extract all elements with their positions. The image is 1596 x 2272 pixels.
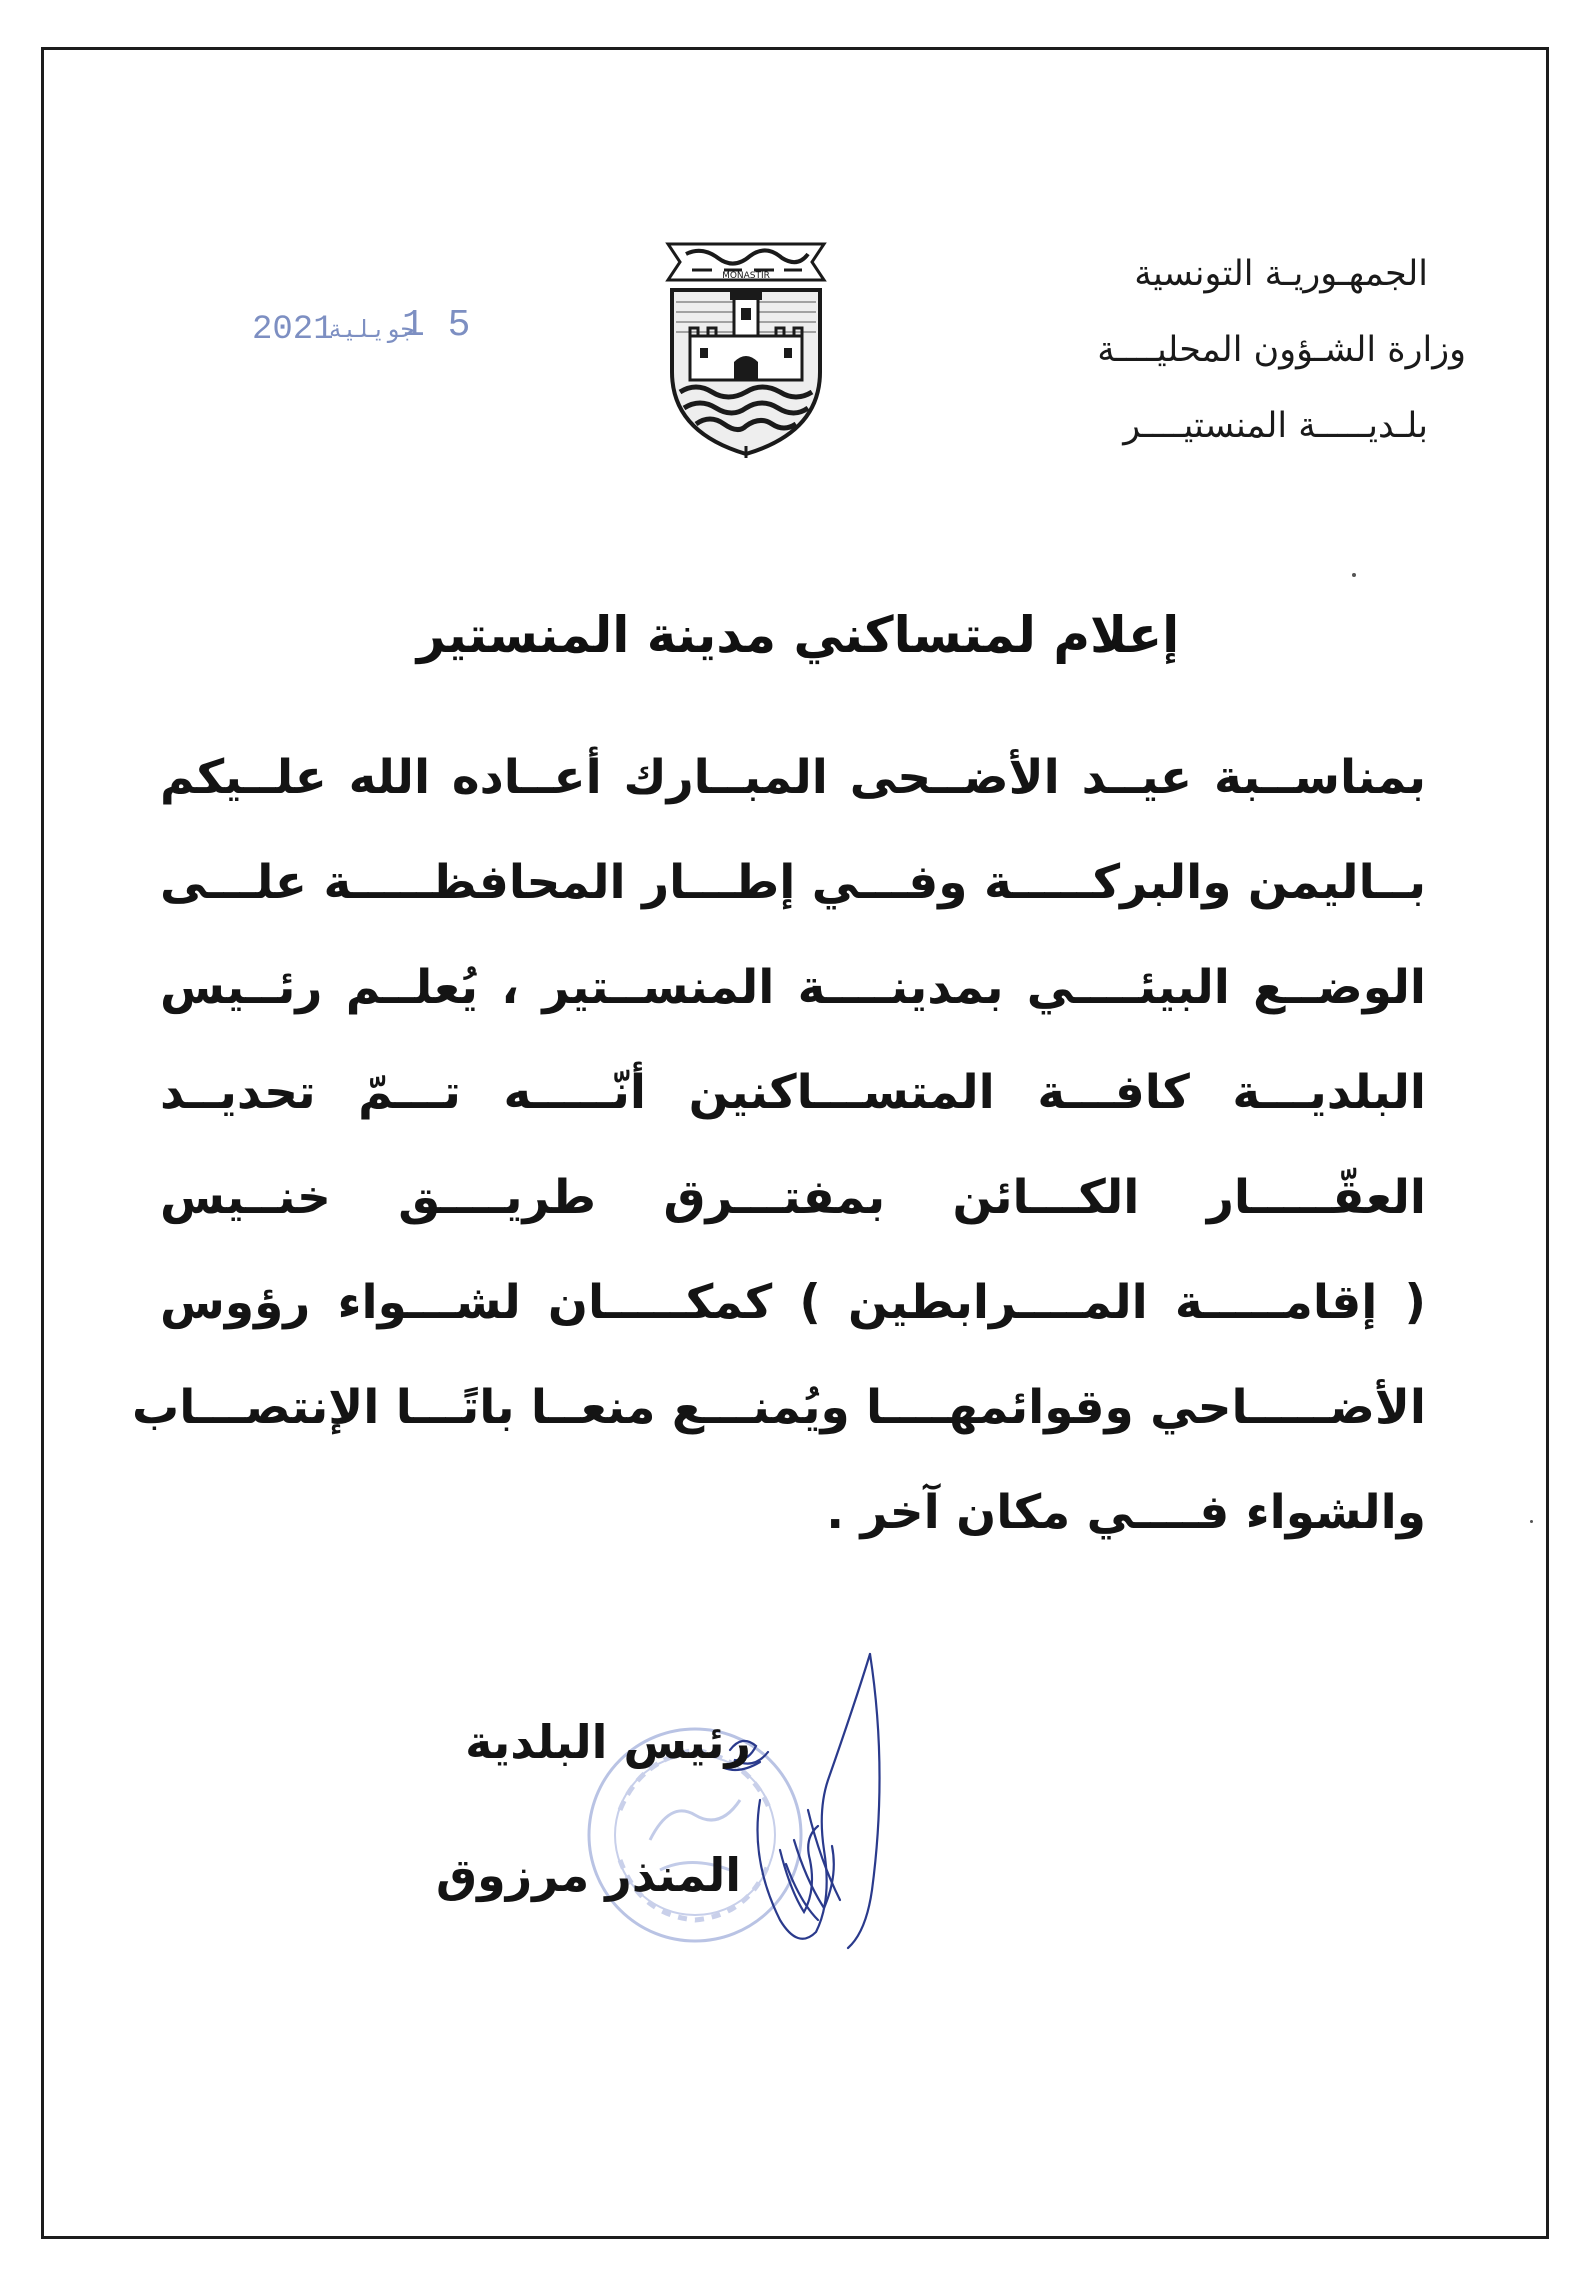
letterhead-ministry: وزارة الشـؤون المحليــــة [1097, 330, 1466, 370]
signatory-name: المنذر مرزوق [435, 1848, 741, 1902]
signatory-title: رئيس البلدية [465, 1715, 751, 1769]
body-line: بمناســبة عيــد الأضــحى المبــارك أعــاده الله علــيكم [160, 750, 1426, 805]
scan-speck [1352, 573, 1356, 577]
letterhead [966, 236, 1466, 464]
letterhead-republic: الجمهـوريـة التونسية [1134, 254, 1428, 294]
date-stamp-month: جويلية [328, 318, 415, 345]
body-line: بــاليمن والبركـــــة وفـــي إطـــار المحافظـــــة علـــى [160, 855, 1426, 910]
notice-body [132, 725, 1426, 1565]
body-line: العقّـــــار الكـــائن بمفتـــرق طريــــق خنــيس [160, 1170, 1426, 1225]
scan-speck [1530, 1520, 1533, 1523]
body-line: الوضــع البيئــــي بمدينــــة المنســتير ، يُعلــم رئــيس [160, 960, 1426, 1015]
date-stamp-day: 1 5 [402, 304, 471, 347]
body-line: الأضـــــاحي وقوائمهــــا ويُمنـــع منعــا باتًـــا الإنتصـــاب [132, 1380, 1426, 1435]
notice-title: إعلام لمتساكني مدينة المنستير [416, 606, 1180, 664]
date-stamp [252, 305, 472, 355]
body-line: البلديـــة كافـــة المتســـاكنين أنّـــــه تـــمّ تحديــد [160, 1065, 1426, 1120]
body-line: والشواء فــــي مكان آخر . [826, 1485, 1426, 1540]
svg-text:MONASTIR: MONASTIR [722, 271, 770, 281]
handwritten-signature [720, 1650, 910, 1980]
letterhead-municipality: بلـديـــــة المنستيــــر [1123, 406, 1428, 446]
body-line: ( إقامـــــة المــــرابطين ) كمكـــــان لشـــواء رؤوس [160, 1275, 1426, 1330]
monastir-coat-of-arms-icon [662, 232, 830, 460]
date-stamp-year: 2021 [252, 311, 334, 349]
